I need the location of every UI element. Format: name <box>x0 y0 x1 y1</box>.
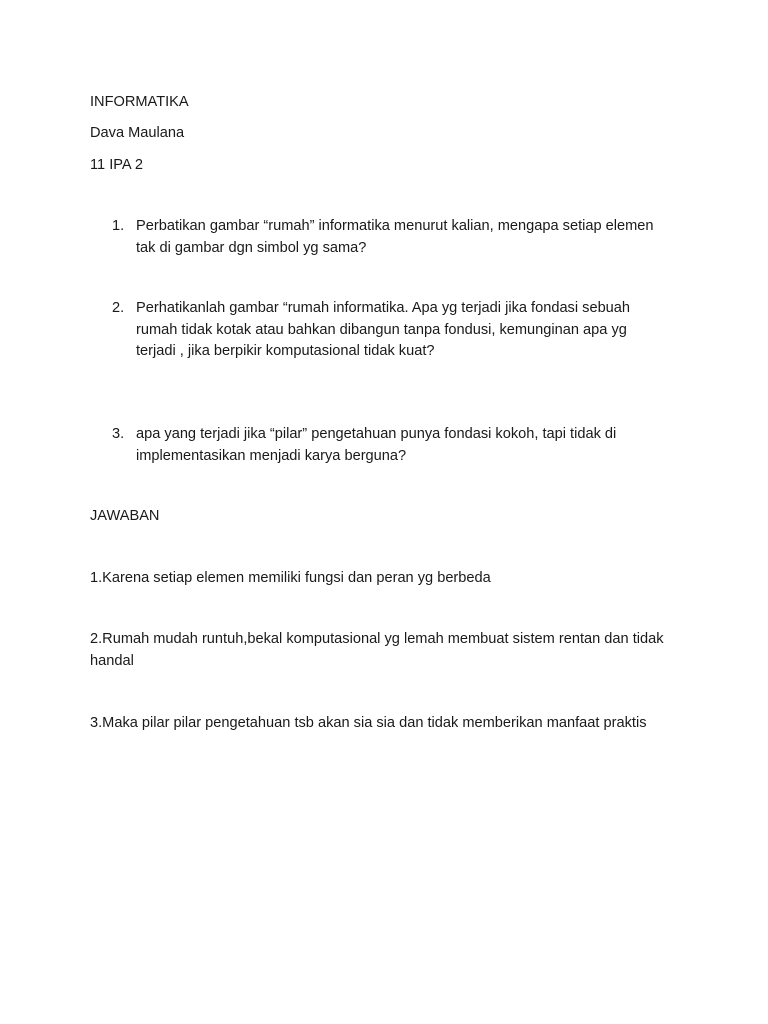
question-item-3 <box>112 424 682 467</box>
answers-heading: JAWABAN <box>90 508 160 524</box>
question-number: 3. <box>112 426 125 442</box>
question-item-2 <box>112 298 682 363</box>
question-text: Perhatikanlah gambar “rumah informatika. Apa yg terjadi jika fondasi sebuah rumah tidak kotak atau bahkan dibangun tanpa fondusi, kemunginan apa yg terjadi , jika berpikir komputasional tidak kuat? <box>136 300 631 359</box>
answer-item-1: 1.Karena setiap elemen memiliki fungsi dan peran yg berbeda <box>90 570 491 586</box>
question-item-1 <box>112 216 682 259</box>
subject-title: INFORMATIKA <box>90 94 189 110</box>
question-text: apa yang terjadi jika “pilar” pengetahuan punya fondasi kokoh, tapi tidak di implementasikan menjadi karya berguna? <box>136 426 617 464</box>
answer-item-3: 3.Maka pilar pilar pengetahuan tsb akan sia sia dan tidak memberikan manfaat praktis <box>90 715 647 731</box>
question-text: Perbatikan gambar “rumah” informatika menurut kalian, mengapa setiap elemen tak di gambar dgn simbol yg sama? <box>136 218 654 256</box>
student-name: Dava Maulana <box>90 125 185 141</box>
question-number: 2. <box>112 300 125 316</box>
student-class: 11 IPA 2 <box>90 157 144 173</box>
question-number: 1. <box>112 218 125 234</box>
answer-item-2: 2.Rumah mudah runtuh,bekal komputasional yg lemah membuat sistem rentan dan tidak handal <box>90 631 664 669</box>
